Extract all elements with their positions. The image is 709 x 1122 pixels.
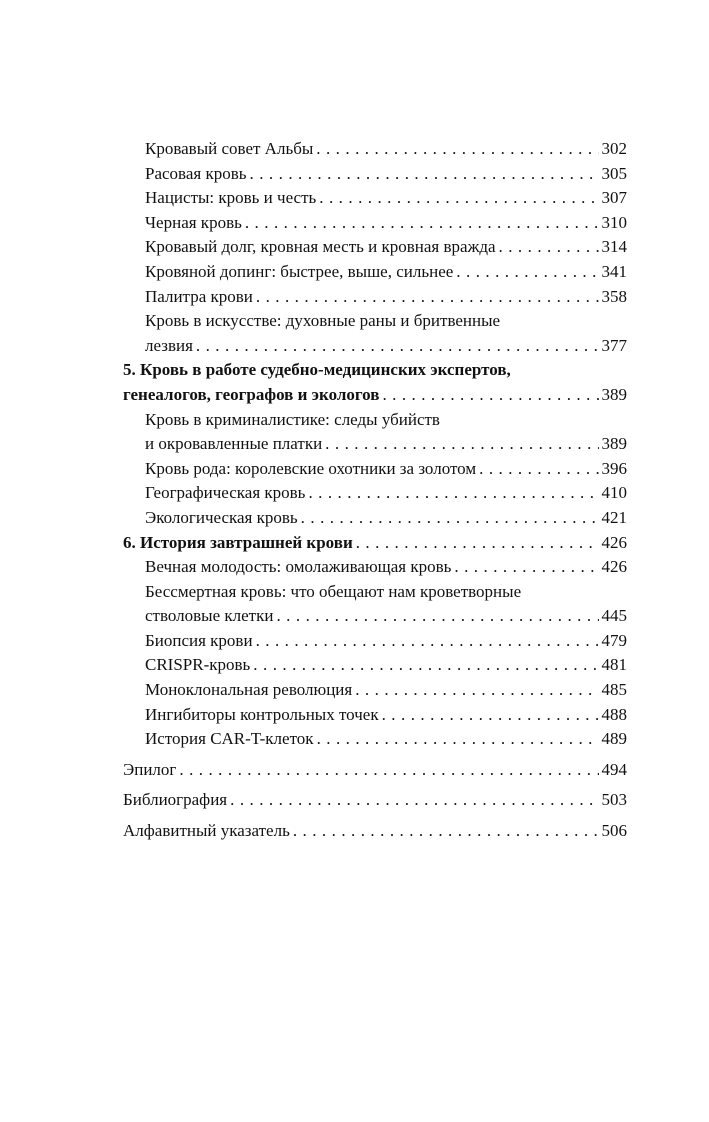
toc-entry-title: Бессмертная кровь: что обещают нам кроветворные — [145, 581, 522, 601]
toc-page-number: 389 — [601, 384, 627, 404]
table-of-contents — [123, 137, 627, 844]
dot-leader — [276, 604, 598, 629]
dot-leader — [256, 629, 599, 654]
toc-entry-title: История CAR-T-клеток — [145, 729, 314, 749]
toc-page-number: 389 — [601, 434, 627, 454]
toc-entry-title: Географическая кровь — [145, 483, 306, 503]
toc-subentry[interactable] — [123, 285, 627, 310]
toc-entry-title: Кровь в криминалистике: следы убийств — [145, 409, 440, 429]
toc-page-number: 481 — [601, 655, 627, 675]
toc-subentry[interactable] — [123, 211, 627, 236]
toc-entry-title: Алфавитный указатель — [123, 821, 290, 841]
dot-leader — [301, 506, 599, 531]
toc-page-number: 426 — [601, 557, 627, 577]
toc-entry-title: Экологическая кровь — [145, 507, 298, 527]
dot-leader — [253, 653, 598, 678]
toc-page-number: 410 — [601, 483, 627, 503]
toc-page-number: 426 — [601, 532, 627, 552]
toc-subentry[interactable] — [123, 408, 627, 457]
toc-page-number: 489 — [601, 729, 627, 749]
dot-leader — [319, 186, 598, 211]
toc-subentry[interactable] — [123, 260, 627, 285]
toc-page-number: 396 — [601, 458, 627, 478]
toc-entry-title: Палитра крови — [145, 286, 253, 306]
toc-subentry[interactable] — [123, 162, 627, 187]
toc-page-number: 377 — [601, 335, 627, 355]
toc-entry-title: Черная кровь — [145, 212, 242, 232]
dot-leader — [479, 457, 598, 482]
toc-subentry[interactable] — [123, 506, 627, 531]
toc-subentry[interactable] — [123, 457, 627, 482]
toc-entry-title: Кровь рода: королевские охотники за золотом — [145, 458, 477, 478]
toc-section-entry[interactable] — [123, 758, 627, 783]
toc-chapter-entry[interactable] — [123, 531, 627, 556]
toc-subentry[interactable] — [123, 309, 627, 358]
toc-section-entry[interactable] — [123, 788, 627, 813]
dot-leader — [499, 235, 599, 260]
toc-subentry[interactable] — [123, 678, 627, 703]
toc-page-number: 494 — [601, 759, 627, 779]
dot-leader — [355, 678, 598, 703]
toc-subentry[interactable] — [123, 235, 627, 260]
toc-entry-title: Кровавый долг, кровная месть и кровная вражда — [145, 237, 496, 257]
dot-leader — [245, 211, 599, 236]
dot-leader — [250, 162, 599, 187]
toc-subentry[interactable] — [123, 186, 627, 211]
toc-page-number: 506 — [601, 821, 627, 841]
toc-page-number: 314 — [601, 237, 627, 257]
toc-page-number: 488 — [601, 704, 627, 724]
toc-page-number: 445 — [601, 606, 627, 626]
toc-subentry[interactable] — [123, 727, 627, 752]
dot-leader — [356, 531, 599, 556]
toc-entry-title: Вечная молодость: омолаживающая кровь — [145, 557, 452, 577]
toc-entry-title: генеалогов, географов и экологов — [123, 384, 380, 404]
toc-entry-title: Библиография — [123, 790, 228, 810]
dot-leader — [382, 703, 599, 728]
toc-entry-title: лезвия — [145, 335, 193, 355]
dot-leader — [196, 334, 599, 359]
dot-leader — [179, 758, 598, 783]
toc-subentry[interactable] — [123, 629, 627, 654]
toc-entry-title: Ингибиторы контрольных точек — [145, 704, 379, 724]
toc-entry-title: 5. Кровь в работе судебно-медицинских экспертов, — [123, 360, 511, 380]
toc-subentry[interactable] — [123, 481, 627, 506]
toc-page-number: 358 — [601, 286, 627, 306]
dot-leader — [325, 432, 598, 457]
dot-leader — [308, 481, 598, 506]
toc-subentry[interactable] — [123, 703, 627, 728]
toc-page-number: 341 — [601, 261, 627, 281]
dot-leader — [230, 788, 598, 813]
toc-section-entry[interactable] — [123, 819, 627, 844]
toc-subentry[interactable] — [123, 653, 627, 678]
toc-page-number: 421 — [601, 507, 627, 527]
toc-entry-title: Кровавый совет Альбы — [145, 139, 314, 158]
toc-entry-title: Расовая кровь — [145, 163, 247, 183]
toc-entry-title: Кровь в искусстве: духовные раны и бритвенные — [145, 311, 501, 331]
dot-leader — [317, 727, 599, 752]
toc-entry-title: и окровавленные платки — [145, 434, 323, 454]
toc-entry-title: CRISPR-кровь — [145, 655, 251, 675]
toc-entry-title: Биопсия крови — [145, 630, 253, 650]
dot-leader — [316, 137, 598, 162]
dot-leader — [382, 383, 598, 408]
dot-leader — [454, 555, 598, 580]
dot-leader — [256, 285, 599, 310]
toc-subentry[interactable] — [123, 137, 627, 162]
toc-entry-title: Эпилог — [123, 759, 177, 779]
toc-entry-title: Моноклональная революция — [145, 680, 353, 700]
dot-leader — [456, 260, 598, 285]
toc-page-number: 307 — [601, 188, 627, 208]
toc-subentry[interactable] — [123, 580, 627, 629]
dot-leader — [293, 819, 599, 844]
toc-entry-title: Нацисты: кровь и честь — [145, 188, 317, 208]
toc-page-number: 485 — [601, 680, 627, 700]
toc-page-number: 302 — [601, 139, 627, 158]
toc-page-number: 479 — [601, 630, 627, 650]
toc-entry-title: Кровяной допинг: быстрее, выше, сильнее — [145, 261, 454, 281]
toc-entry-title: стволовые клетки — [145, 606, 274, 626]
toc-page-number: 503 — [601, 790, 627, 810]
toc-subentry[interactable] — [123, 555, 627, 580]
toc-entry-title: 6. История завтрашней крови — [123, 532, 353, 552]
toc-chapter-entry[interactable] — [123, 358, 627, 407]
toc-page-number: 305 — [601, 163, 627, 183]
toc-page-number: 310 — [601, 212, 627, 232]
